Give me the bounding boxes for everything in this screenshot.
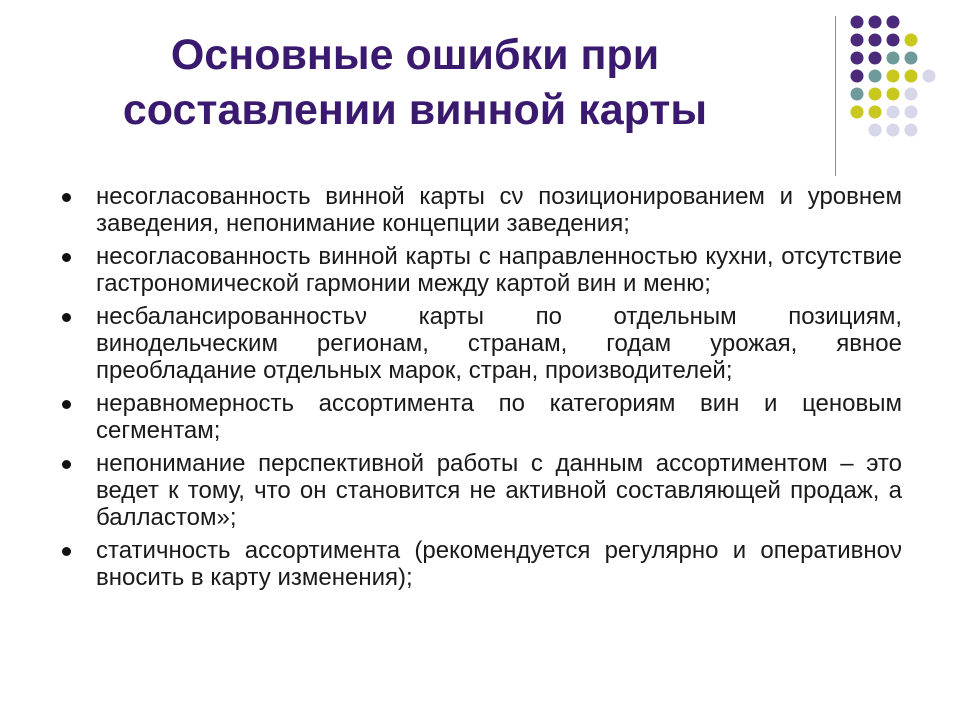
decorative-dot xyxy=(887,34,900,47)
decorative-dot xyxy=(905,52,918,65)
divider-line xyxy=(835,16,836,176)
decorative-dot xyxy=(905,106,918,119)
list-item xyxy=(62,537,902,591)
decorative-dot xyxy=(887,52,900,65)
bullet-icon xyxy=(62,313,71,322)
list-item-text: статичность ассортимента (рекомендуется регулярно и оперативноν вносить в карту изменения); xyxy=(96,537,902,591)
decorative-dot xyxy=(887,16,900,29)
bullet-icon xyxy=(62,400,71,409)
list-item-text: неравномерность ассортимента по категориям вин и ценовым сегментам; xyxy=(96,390,902,444)
decorative-dot xyxy=(869,34,882,47)
decorative-dot xyxy=(851,88,864,101)
decorative-dot xyxy=(869,124,882,137)
list-item-text: несбалансированностьν карты по отдельным позициям, винодельческим регионам, странам, годам урожая, явное преобладание отдельных марок, стран, производителей; xyxy=(96,303,902,384)
decorative-dot xyxy=(887,106,900,119)
decorative-dot xyxy=(905,88,918,101)
list-item xyxy=(62,183,902,237)
bullet-list xyxy=(62,183,902,597)
list-item xyxy=(62,390,902,444)
list-item-text: несогласованность винной карты с направленностью кухни, отсутствие гастрономической гармонии между картой вин и меню; xyxy=(96,243,902,297)
decorative-dot xyxy=(851,16,864,29)
decorative-dot xyxy=(869,70,882,83)
decorative-dot xyxy=(905,70,918,83)
bullet-icon xyxy=(62,547,71,556)
bullet-icon xyxy=(62,253,71,262)
decorative-dot xyxy=(887,70,900,83)
list-item xyxy=(62,243,902,297)
slide-title: Основные ошибки при составлении винной карты xyxy=(122,31,708,134)
decorative-dot xyxy=(905,34,918,47)
decorative-dot xyxy=(923,70,936,83)
list-item-text: несогласованность винной карты сν позиционированием и уровнем заведения, непонимание концепции заведения; xyxy=(96,183,902,237)
decorative-dot xyxy=(905,124,918,137)
decorative-dot xyxy=(869,16,882,29)
list-item-text: непонимание перспективной работы с данным ассортиментом – это ведет к тому, что он становится не активной составляющей продаж, а балластом»; xyxy=(96,450,902,531)
decorative-dot xyxy=(851,106,864,119)
decorative-dot xyxy=(851,52,864,65)
decorative-dot xyxy=(851,34,864,47)
decorative-dot xyxy=(851,70,864,83)
decorative-dot xyxy=(869,88,882,101)
decorative-dot xyxy=(869,106,882,119)
list-item xyxy=(62,303,902,384)
decorative-dot xyxy=(887,124,900,137)
list-item xyxy=(62,450,902,531)
bullet-icon xyxy=(62,193,71,202)
bullet-icon xyxy=(62,460,71,469)
decorative-dot xyxy=(887,88,900,101)
decorative-dot xyxy=(869,52,882,65)
